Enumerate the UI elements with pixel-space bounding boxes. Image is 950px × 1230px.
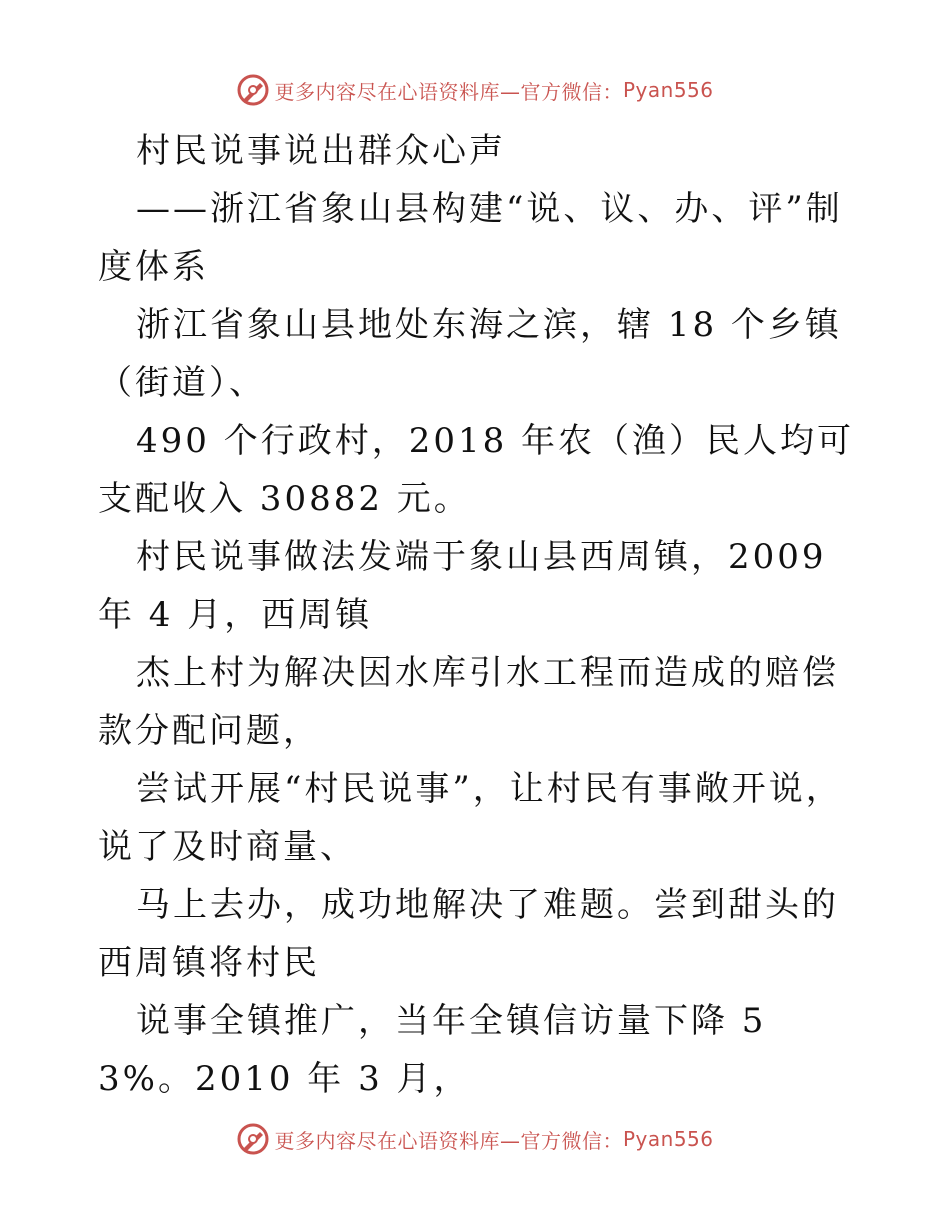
paragraph: 村民说事做法发端于象山县西周镇，2009 年 4 月，西周镇: [98, 537, 827, 635]
paragraph: 490 个行政村，2018 年农（渔）民人均可支配收入 30882 元。: [98, 421, 855, 519]
header-banner: [0, 68, 950, 112]
document-subtitle: ——浙江省象山县构建“说、议、办、评”制度体系: [98, 189, 843, 287]
pen-logo-icon: [236, 73, 270, 107]
document-title: 村民说事说出群众心声: [136, 131, 506, 171]
paragraph: 说事全镇推广，当年全镇信访量下降 53%。2010 年 3 月，: [98, 1001, 767, 1099]
banner-text: 更多内容尽在心语资料库—官方微信：: [274, 79, 623, 104]
pen-logo-icon: [236, 1122, 270, 1156]
paragraph: 杰上村为解决因水库引水工程而造成的赔偿款分配问题，: [98, 653, 839, 751]
document-body: [98, 122, 858, 1108]
paragraph: 尝试开展“村民说事”，让村民有事敞开说，说了及时商量、: [98, 769, 843, 867]
paragraph: 马上去办，成功地解决了难题。尝到甜头的西周镇将村民: [98, 885, 839, 983]
paragraph: 浙江省象山县地处东海之滨，辖 18 个乡镇（街道）、: [98, 305, 842, 403]
banner-wechat-id: Pyan556: [622, 78, 714, 102]
banner-wechat-id: Pyan556: [622, 1127, 714, 1151]
footer-banner: [0, 1117, 950, 1161]
banner-text: 更多内容尽在心语资料库—官方微信：: [274, 1128, 623, 1153]
